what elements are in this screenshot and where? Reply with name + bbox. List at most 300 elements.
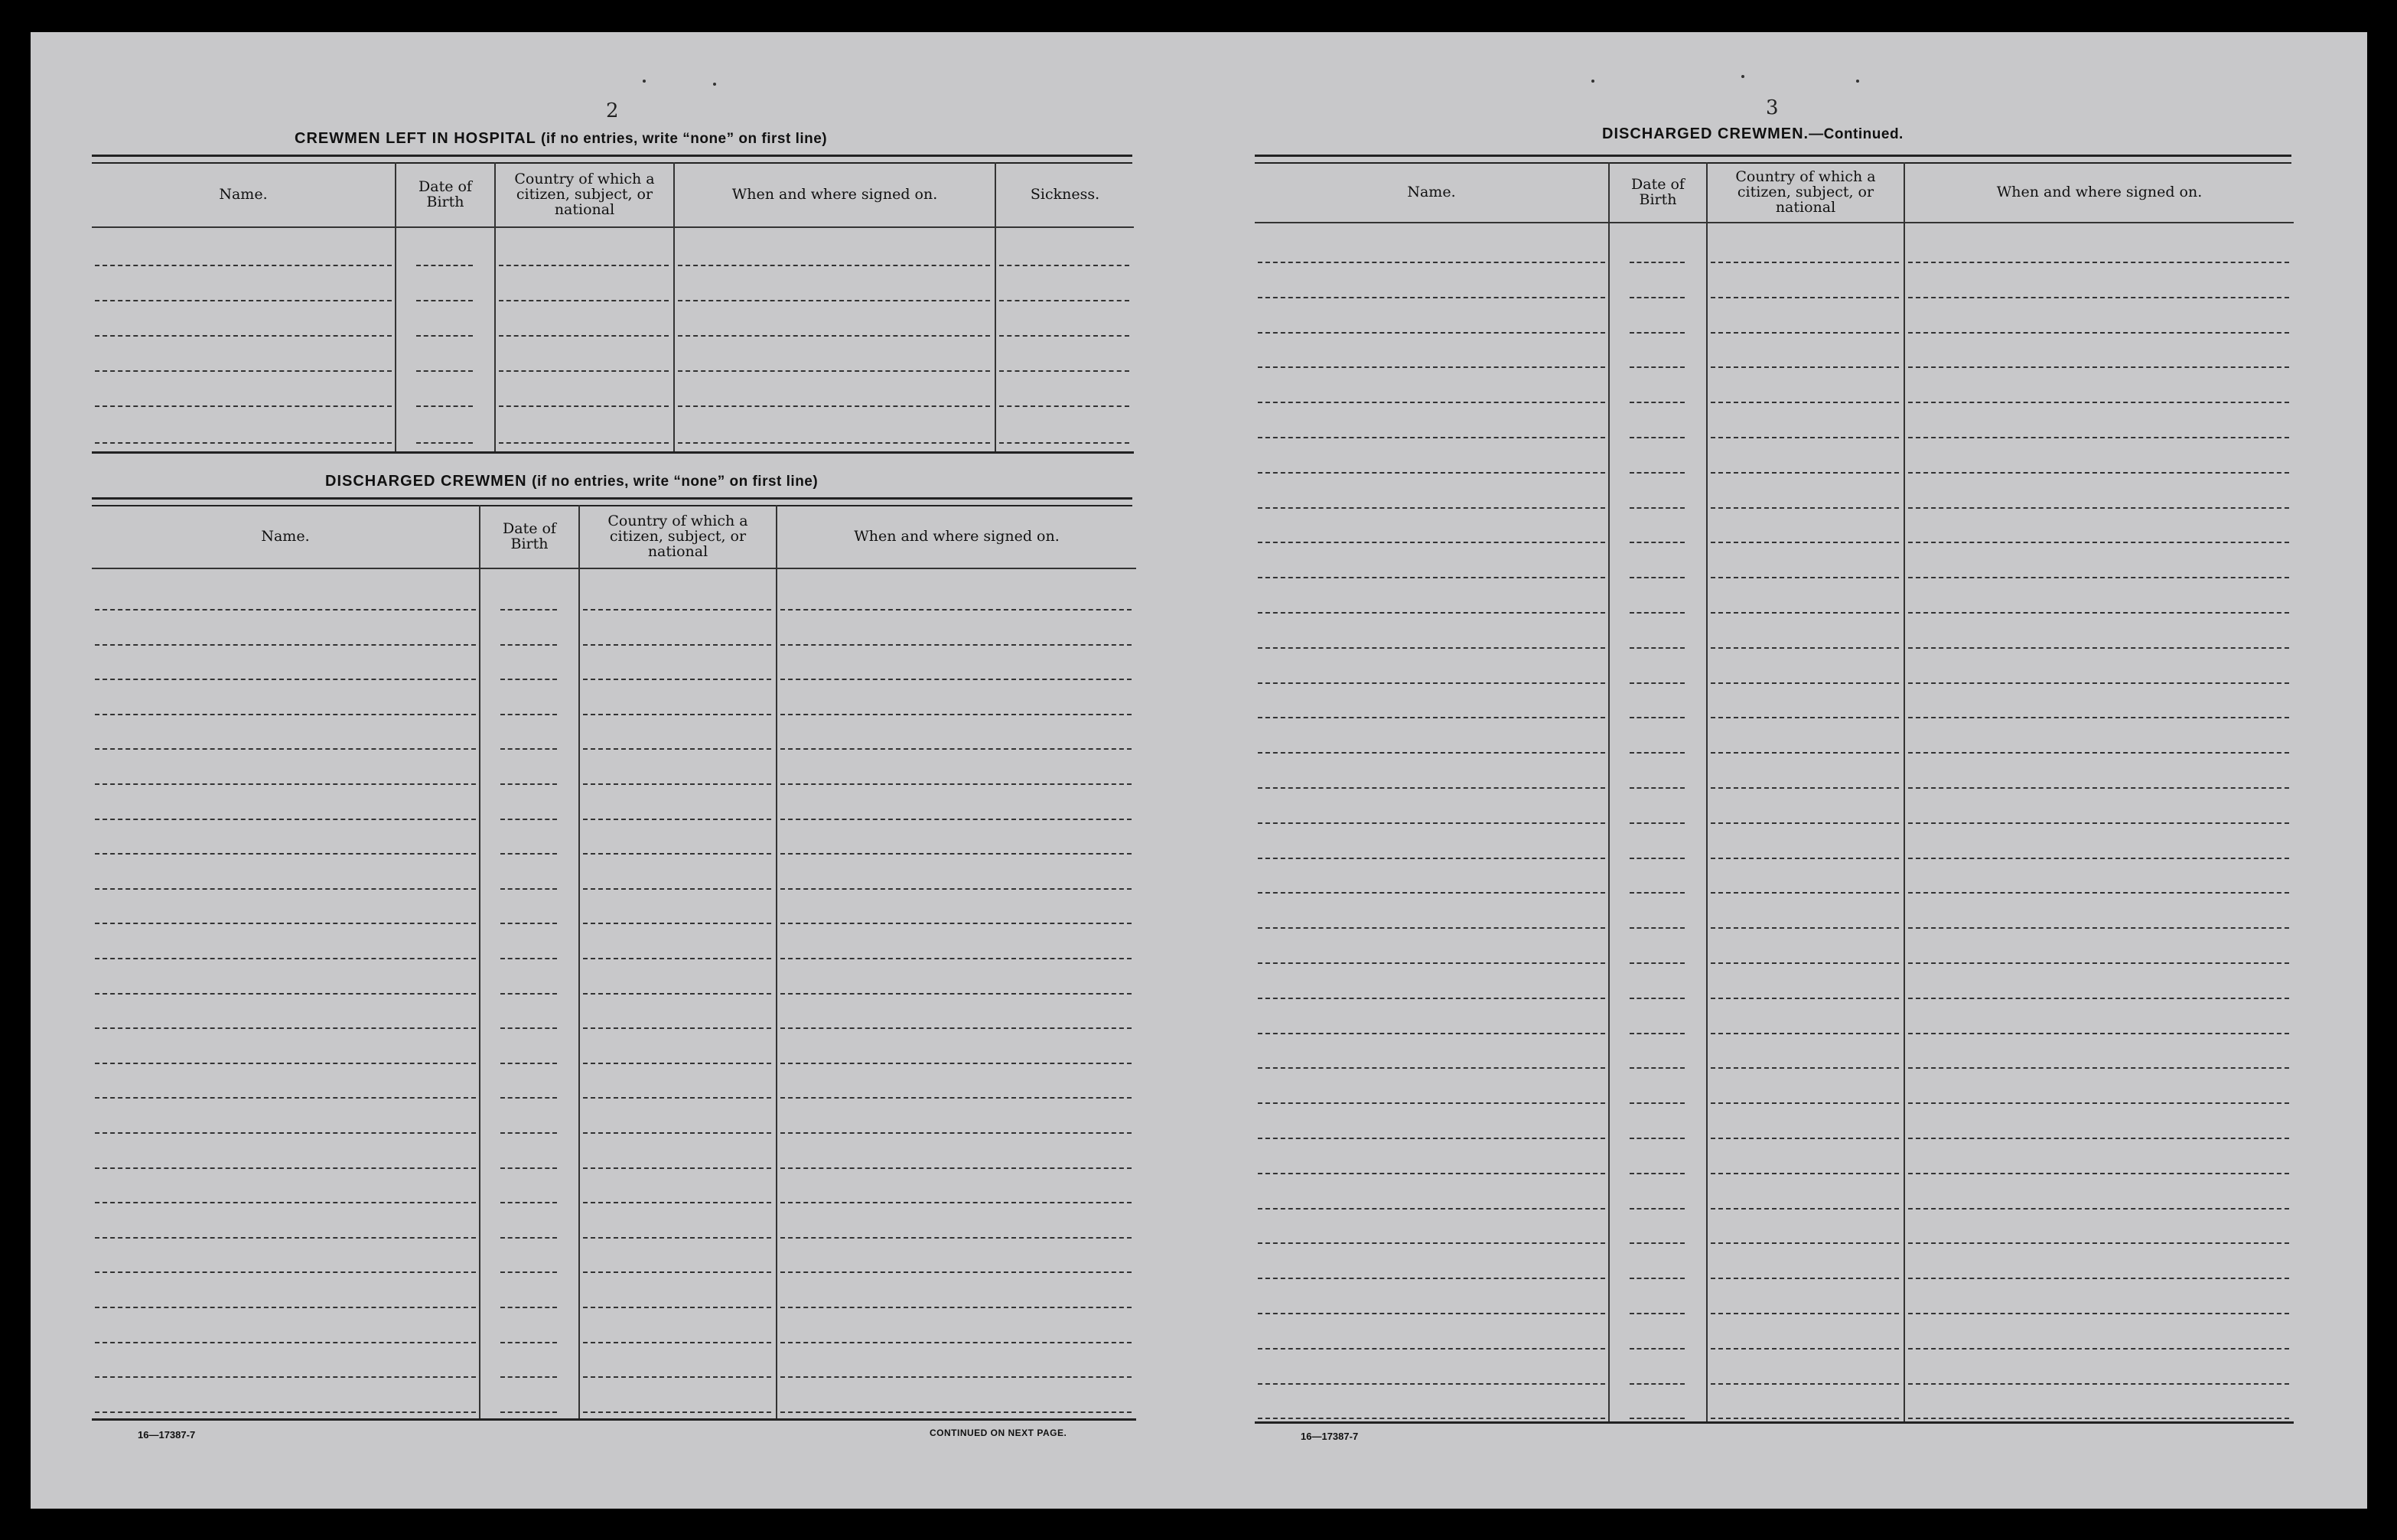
entry-line[interactable]: [1711, 1138, 1899, 1139]
entry-line[interactable]: [1258, 366, 1605, 368]
continued-col-name: Name.: [1407, 184, 1456, 200]
entry-line[interactable]: [1908, 1278, 2289, 1279]
discharged-col-signed: When and where signed on.: [854, 528, 1060, 545]
entry-line[interactable]: [499, 442, 669, 444]
entry-line[interactable]: [1711, 682, 1899, 684]
entry-line[interactable]: [1258, 822, 1605, 824]
entry-line[interactable]: [780, 1097, 1132, 1099]
entry-line[interactable]: [780, 819, 1132, 820]
discharged-continued-title: [1602, 125, 1904, 143]
entry-line[interactable]: [1630, 998, 1685, 999]
discharged-table-right: [1255, 162, 2294, 1424]
entry-line[interactable]: [1630, 752, 1685, 754]
entry-line[interactable]: [95, 1376, 476, 1378]
entry-line[interactable]: [1630, 1102, 1685, 1104]
entry-line[interactable]: [500, 679, 557, 680]
entry-line[interactable]: [678, 300, 990, 301]
entry-line[interactable]: [1908, 682, 2289, 684]
discharged-continued-suffix: —Continued.: [1809, 126, 1904, 142]
entry-line[interactable]: [95, 923, 476, 924]
entry-line[interactable]: [1258, 542, 1605, 543]
entry-line[interactable]: [1630, 822, 1685, 824]
entry-line[interactable]: [1258, 1102, 1605, 1104]
entry-line[interactable]: [1908, 1138, 2289, 1139]
entry-line[interactable]: [1711, 858, 1899, 859]
entry-line[interactable]: [1711, 647, 1899, 649]
entry-line[interactable]: [500, 958, 557, 959]
entry-line[interactable]: [1711, 297, 1899, 298]
entry-line[interactable]: [1711, 822, 1899, 824]
entry-line[interactable]: [1630, 1208, 1685, 1210]
discharged-col-divider: [578, 505, 580, 1418]
continued-col-country: [1708, 162, 1904, 222]
entry-line[interactable]: [1908, 1242, 2289, 1244]
entry-line[interactable]: [1711, 998, 1899, 999]
entry-line[interactable]: [1258, 752, 1605, 754]
entry-line[interactable]: [780, 1202, 1132, 1203]
entry-line[interactable]: [1711, 577, 1899, 578]
entry-line[interactable]: [1630, 682, 1685, 684]
entry-line[interactable]: [583, 1063, 771, 1064]
entry-line[interactable]: [1711, 507, 1899, 509]
entry-line[interactable]: [95, 1342, 476, 1343]
discharged-section-title: [325, 473, 818, 490]
entry-line[interactable]: [780, 993, 1132, 995]
hospital-instruction: (if no entries, write “none” on first line): [541, 131, 828, 147]
entry-line[interactable]: [1258, 507, 1605, 509]
entry-line[interactable]: [1908, 752, 2289, 754]
entry-line[interactable]: [1258, 717, 1605, 718]
entry-line[interactable]: [780, 1271, 1132, 1273]
hospital-title-text: CREWMEN LEFT IN HOSPITAL: [295, 130, 536, 147]
entry-line[interactable]: [1258, 682, 1605, 684]
entry-line[interactable]: [780, 1307, 1132, 1308]
discharged-col-dob-text: Date of Birth: [503, 520, 556, 552]
entry-line[interactable]: [500, 644, 557, 646]
entry-line[interactable]: [1908, 1102, 2289, 1104]
entry-line[interactable]: [780, 644, 1132, 646]
entry-line[interactable]: [1711, 366, 1899, 368]
entry-line[interactable]: [1711, 892, 1899, 894]
discharged-col-divider: [479, 505, 480, 1418]
entry-line[interactable]: [1630, 262, 1685, 263]
entry-line[interactable]: [780, 714, 1132, 715]
entry-line[interactable]: [1908, 1383, 2289, 1385]
entry-line[interactable]: [1258, 1138, 1605, 1139]
entry-line[interactable]: [416, 442, 473, 444]
entry-line[interactable]: [583, 748, 771, 750]
entry-line[interactable]: [95, 442, 392, 444]
entry-line[interactable]: [1630, 647, 1685, 649]
entry-line[interactable]: [780, 1167, 1132, 1169]
entry-line[interactable]: [1258, 787, 1605, 789]
entry-line[interactable]: [95, 1271, 476, 1273]
entry-line[interactable]: [999, 370, 1129, 372]
entry-line[interactable]: [780, 1376, 1132, 1378]
discharged-col-divider: [776, 505, 777, 1418]
entry-line[interactable]: [1711, 1173, 1899, 1174]
entry-line[interactable]: [1908, 612, 2289, 614]
entry-line[interactable]: [583, 1132, 771, 1134]
continued-note: CONTINUED ON NEXT PAGE.: [930, 1428, 1067, 1438]
entry-line[interactable]: [1630, 402, 1685, 403]
entry-line[interactable]: [1258, 1208, 1605, 1210]
entry-line[interactable]: [95, 1027, 476, 1029]
entry-line[interactable]: [499, 370, 669, 372]
entry-line[interactable]: [1711, 962, 1899, 964]
entry-line[interactable]: [1908, 1418, 2289, 1419]
footer-code-left: 16—17387-7: [138, 1429, 196, 1441]
entry-line[interactable]: [780, 923, 1132, 924]
entry-line[interactable]: [500, 1167, 557, 1169]
entry-line[interactable]: [1908, 262, 2289, 263]
entry-line[interactable]: [1258, 1242, 1605, 1244]
entry-line[interactable]: [1630, 1383, 1685, 1385]
entry-line[interactable]: [1630, 612, 1685, 614]
entry-line[interactable]: [500, 819, 557, 820]
entry-line[interactable]: [500, 783, 557, 785]
entry-line[interactable]: [1711, 542, 1899, 543]
entry-line[interactable]: [95, 609, 476, 610]
entry-line[interactable]: [999, 405, 1129, 407]
entry-line[interactable]: [1630, 1138, 1685, 1139]
entry-line[interactable]: [1908, 577, 2289, 578]
continued-col-signed: When and where signed on.: [1996, 184, 2203, 200]
entry-line[interactable]: [1908, 542, 2289, 543]
form-sheet: [31, 32, 2367, 1509]
entry-line[interactable]: [1908, 1348, 2289, 1350]
entry-line[interactable]: [95, 819, 476, 820]
entry-line[interactable]: [1630, 858, 1685, 859]
entry-line[interactable]: [416, 265, 473, 266]
entry-line[interactable]: [1711, 262, 1899, 263]
entry-line[interactable]: [1258, 1033, 1605, 1034]
entry-line[interactable]: [1258, 1313, 1605, 1314]
entry-line[interactable]: [1711, 332, 1899, 334]
entry-line[interactable]: [1258, 332, 1605, 334]
entry-line[interactable]: [500, 1202, 557, 1203]
entry-line[interactable]: [1908, 787, 2289, 789]
entry-line[interactable]: [500, 714, 557, 715]
entry-line[interactable]: [95, 1202, 476, 1203]
entry-line[interactable]: [1711, 752, 1899, 754]
entry-line[interactable]: [1711, 787, 1899, 789]
entry-line[interactable]: [1630, 717, 1685, 718]
entry-line[interactable]: [1630, 927, 1685, 929]
entry-line[interactable]: [1711, 1242, 1899, 1244]
entry-line[interactable]: [1908, 927, 2289, 929]
entry-line[interactable]: [500, 1237, 557, 1239]
entry-line[interactable]: [1711, 472, 1899, 474]
entry-line[interactable]: [999, 300, 1129, 301]
entry-line[interactable]: [1630, 297, 1685, 298]
entry-line[interactable]: [1630, 472, 1685, 474]
entry-line[interactable]: [780, 958, 1132, 959]
entry-line[interactable]: [1630, 332, 1685, 334]
entry-line[interactable]: [1630, 1313, 1685, 1314]
continued-col-divider: [1706, 162, 1708, 1421]
entry-line[interactable]: [95, 335, 392, 337]
entry-line[interactable]: [583, 1342, 771, 1343]
entry-line[interactable]: [1630, 892, 1685, 894]
entry-line[interactable]: [1908, 1067, 2289, 1069]
entry-line[interactable]: [500, 1342, 557, 1343]
entry-line[interactable]: [499, 335, 669, 337]
entry-line[interactable]: [500, 888, 557, 890]
entry-line[interactable]: [999, 335, 1129, 337]
entry-line[interactable]: [95, 370, 392, 372]
entry-line[interactable]: [1258, 297, 1605, 298]
entry-line[interactable]: [416, 405, 473, 407]
discharged-col-country: [580, 505, 776, 568]
entry-line[interactable]: [1258, 927, 1605, 929]
entry-line[interactable]: [500, 1063, 557, 1064]
entry-line[interactable]: [780, 1342, 1132, 1343]
entry-line[interactable]: [583, 958, 771, 959]
entry-line[interactable]: [1908, 332, 2289, 334]
entry-line[interactable]: [1908, 998, 2289, 999]
entry-line[interactable]: [1711, 612, 1899, 614]
entry-line[interactable]: [583, 609, 771, 610]
entry-line[interactable]: [500, 1307, 557, 1308]
entry-line[interactable]: [416, 300, 473, 301]
entry-line[interactable]: [95, 993, 476, 995]
entry-line[interactable]: [678, 335, 990, 337]
entry-line[interactable]: [500, 609, 557, 610]
entry-line[interactable]: [95, 714, 476, 715]
entry-line[interactable]: [1258, 892, 1605, 894]
entry-line[interactable]: [678, 442, 990, 444]
entry-line[interactable]: [1630, 1242, 1685, 1244]
entry-line[interactable]: [1258, 612, 1605, 614]
entry-line[interactable]: [1258, 1278, 1605, 1279]
entry-line[interactable]: [1630, 1033, 1685, 1034]
entry-line[interactable]: [678, 405, 990, 407]
entry-line[interactable]: [500, 923, 557, 924]
entry-line[interactable]: [1258, 962, 1605, 964]
entry-line[interactable]: [1908, 507, 2289, 509]
entry-line[interactable]: [1258, 647, 1605, 649]
entry-line[interactable]: [780, 783, 1132, 785]
entry-line[interactable]: [583, 783, 771, 785]
discharged-instruction: (if no entries, write “none” on first line): [532, 474, 819, 490]
entry-line[interactable]: [1711, 1348, 1899, 1350]
entry-line[interactable]: [583, 644, 771, 646]
hospital-table: [92, 162, 1134, 454]
entry-line[interactable]: [780, 888, 1132, 890]
entry-line[interactable]: [1711, 1418, 1899, 1419]
entry-line[interactable]: [583, 714, 771, 715]
entry-line[interactable]: [95, 1097, 476, 1099]
entry-line[interactable]: [1711, 1208, 1899, 1210]
entry-line[interactable]: [1258, 1173, 1605, 1174]
entry-line[interactable]: [1908, 1033, 2289, 1034]
entry-line[interactable]: [1908, 822, 2289, 824]
entry-line[interactable]: [780, 1132, 1132, 1134]
entry-line[interactable]: [1711, 1067, 1899, 1069]
entry-line[interactable]: [95, 958, 476, 959]
entry-line[interactable]: [95, 1167, 476, 1169]
entry-line[interactable]: [780, 609, 1132, 610]
discharged-col-dob: [480, 505, 578, 568]
entry-line[interactable]: [1630, 1067, 1685, 1069]
entry-line[interactable]: [583, 888, 771, 890]
entry-line[interactable]: [1908, 647, 2289, 649]
entry-line[interactable]: [500, 748, 557, 750]
entry-line[interactable]: [1258, 1418, 1605, 1419]
entry-line[interactable]: [583, 1027, 771, 1029]
entry-line[interactable]: [583, 853, 771, 855]
entry-line[interactable]: [1908, 858, 2289, 859]
entry-line[interactable]: [500, 1271, 557, 1273]
entry-line[interactable]: [499, 265, 669, 266]
entry-line[interactable]: [500, 1376, 557, 1378]
hospital-col-sickness: Sickness.: [1030, 186, 1100, 203]
entry-line[interactable]: [678, 265, 990, 266]
hospital-col-dob-text: Date of Birth: [418, 178, 472, 210]
entry-line[interactable]: [780, 1411, 1132, 1413]
print-speck: [1856, 80, 1859, 83]
entry-line[interactable]: [1908, 402, 2289, 403]
entry-line[interactable]: [95, 888, 476, 890]
entry-line[interactable]: [1908, 892, 2289, 894]
entry-line[interactable]: [1258, 577, 1605, 578]
entry-line[interactable]: [1711, 402, 1899, 403]
entry-line[interactable]: [583, 1411, 771, 1413]
entry-line[interactable]: [780, 748, 1132, 750]
entry-line[interactable]: [1258, 1383, 1605, 1385]
entry-line[interactable]: [1630, 1348, 1685, 1350]
page-number-left: 2: [606, 99, 619, 122]
entry-line[interactable]: [1908, 717, 2289, 718]
print-speck: [1591, 80, 1594, 83]
hospital-col-dob: [396, 162, 494, 226]
entry-line[interactable]: [780, 1237, 1132, 1239]
entry-line[interactable]: [499, 405, 669, 407]
hospital-col-name: Name.: [219, 186, 268, 203]
entry-line[interactable]: [583, 1271, 771, 1273]
entry-line[interactable]: [780, 1063, 1132, 1064]
entry-line[interactable]: [780, 853, 1132, 855]
entry-line[interactable]: [1711, 927, 1899, 929]
entry-line[interactable]: [1258, 402, 1605, 403]
entry-line[interactable]: [583, 1097, 771, 1099]
discharged-col-name: Name.: [261, 528, 310, 545]
entry-line[interactable]: [95, 748, 476, 750]
entry-line[interactable]: [95, 1411, 476, 1413]
entry-line[interactable]: [1258, 437, 1605, 438]
entry-line[interactable]: [1258, 1348, 1605, 1350]
entry-line[interactable]: [95, 853, 476, 855]
entry-line[interactable]: [1258, 1067, 1605, 1069]
entry-line[interactable]: [583, 679, 771, 680]
entry-line[interactable]: [1711, 1278, 1899, 1279]
entry-line[interactable]: [500, 853, 557, 855]
discharged-title-text: DISCHARGED CREWMEN: [325, 473, 527, 490]
entry-line[interactable]: [583, 993, 771, 995]
entry-line[interactable]: [780, 679, 1132, 680]
entry-line[interactable]: [500, 1411, 557, 1413]
entry-line[interactable]: [1258, 472, 1605, 474]
entry-line[interactable]: [1908, 366, 2289, 368]
entry-line[interactable]: [95, 1132, 476, 1134]
entry-line[interactable]: [583, 1237, 771, 1239]
entry-line[interactable]: [1630, 437, 1685, 438]
entry-line[interactable]: [780, 1027, 1132, 1029]
entry-line[interactable]: [95, 783, 476, 785]
entry-line[interactable]: [95, 1237, 476, 1239]
entry-line[interactable]: [1908, 1173, 2289, 1174]
entry-line[interactable]: [1908, 962, 2289, 964]
entry-line[interactable]: [1630, 962, 1685, 964]
entry-line[interactable]: [1711, 437, 1899, 438]
entry-line[interactable]: [500, 1132, 557, 1134]
hospital-col-signed: When and where signed on.: [731, 186, 938, 203]
entry-line[interactable]: [583, 1376, 771, 1378]
entry-line[interactable]: [1908, 1208, 2289, 1210]
entry-line[interactable]: [1908, 472, 2289, 474]
entry-line[interactable]: [95, 1307, 476, 1308]
entry-line[interactable]: [95, 265, 392, 266]
hospital-col-divider: [494, 162, 496, 451]
continued-header-rule: [1255, 222, 2294, 223]
entry-line[interactable]: [1630, 1173, 1685, 1174]
discharged-col-country-text: Country of which a citizen, subject, or national: [607, 513, 748, 560]
entry-line[interactable]: [1711, 1383, 1899, 1385]
entry-line[interactable]: [1711, 1033, 1899, 1034]
entry-line[interactable]: [1908, 1313, 2289, 1314]
entry-line[interactable]: [1630, 577, 1685, 578]
entry-line[interactable]: [678, 370, 990, 372]
entry-line[interactable]: [1630, 542, 1685, 543]
entry-line[interactable]: [95, 679, 476, 680]
entry-line[interactable]: [1908, 437, 2289, 438]
entry-line[interactable]: [1711, 717, 1899, 718]
entry-line[interactable]: [416, 335, 473, 337]
entry-line[interactable]: [1630, 1418, 1685, 1419]
entry-line[interactable]: [95, 644, 476, 646]
entry-line[interactable]: [1630, 366, 1685, 368]
entry-line[interactable]: [583, 819, 771, 820]
continued-col-divider: [1608, 162, 1610, 1421]
entry-line[interactable]: [500, 993, 557, 995]
entry-line[interactable]: [95, 1063, 476, 1064]
entry-line[interactable]: [583, 1202, 771, 1203]
entry-line[interactable]: [500, 1027, 557, 1029]
entry-line[interactable]: [1258, 998, 1605, 999]
entry-line[interactable]: [499, 300, 669, 301]
entry-line[interactable]: [999, 265, 1129, 266]
entry-line[interactable]: [1711, 1313, 1899, 1314]
entry-line[interactable]: [500, 1097, 557, 1099]
entry-line[interactable]: [583, 1307, 771, 1308]
entry-line[interactable]: [416, 370, 473, 372]
hospital-col-country: [496, 162, 673, 226]
entry-line[interactable]: [1258, 262, 1605, 263]
entry-line[interactable]: [1630, 507, 1685, 509]
entry-line[interactable]: [95, 300, 392, 301]
entry-line[interactable]: [1630, 787, 1685, 789]
entry-line[interactable]: [1630, 1278, 1685, 1279]
entry-line[interactable]: [1908, 297, 2289, 298]
entry-line[interactable]: [1258, 858, 1605, 859]
entry-line[interactable]: [1711, 1102, 1899, 1104]
entry-line[interactable]: [583, 923, 771, 924]
entry-line[interactable]: [583, 1167, 771, 1169]
entry-line[interactable]: [95, 405, 392, 407]
entry-line[interactable]: [999, 442, 1129, 444]
hospital-section-title: [295, 130, 827, 148]
